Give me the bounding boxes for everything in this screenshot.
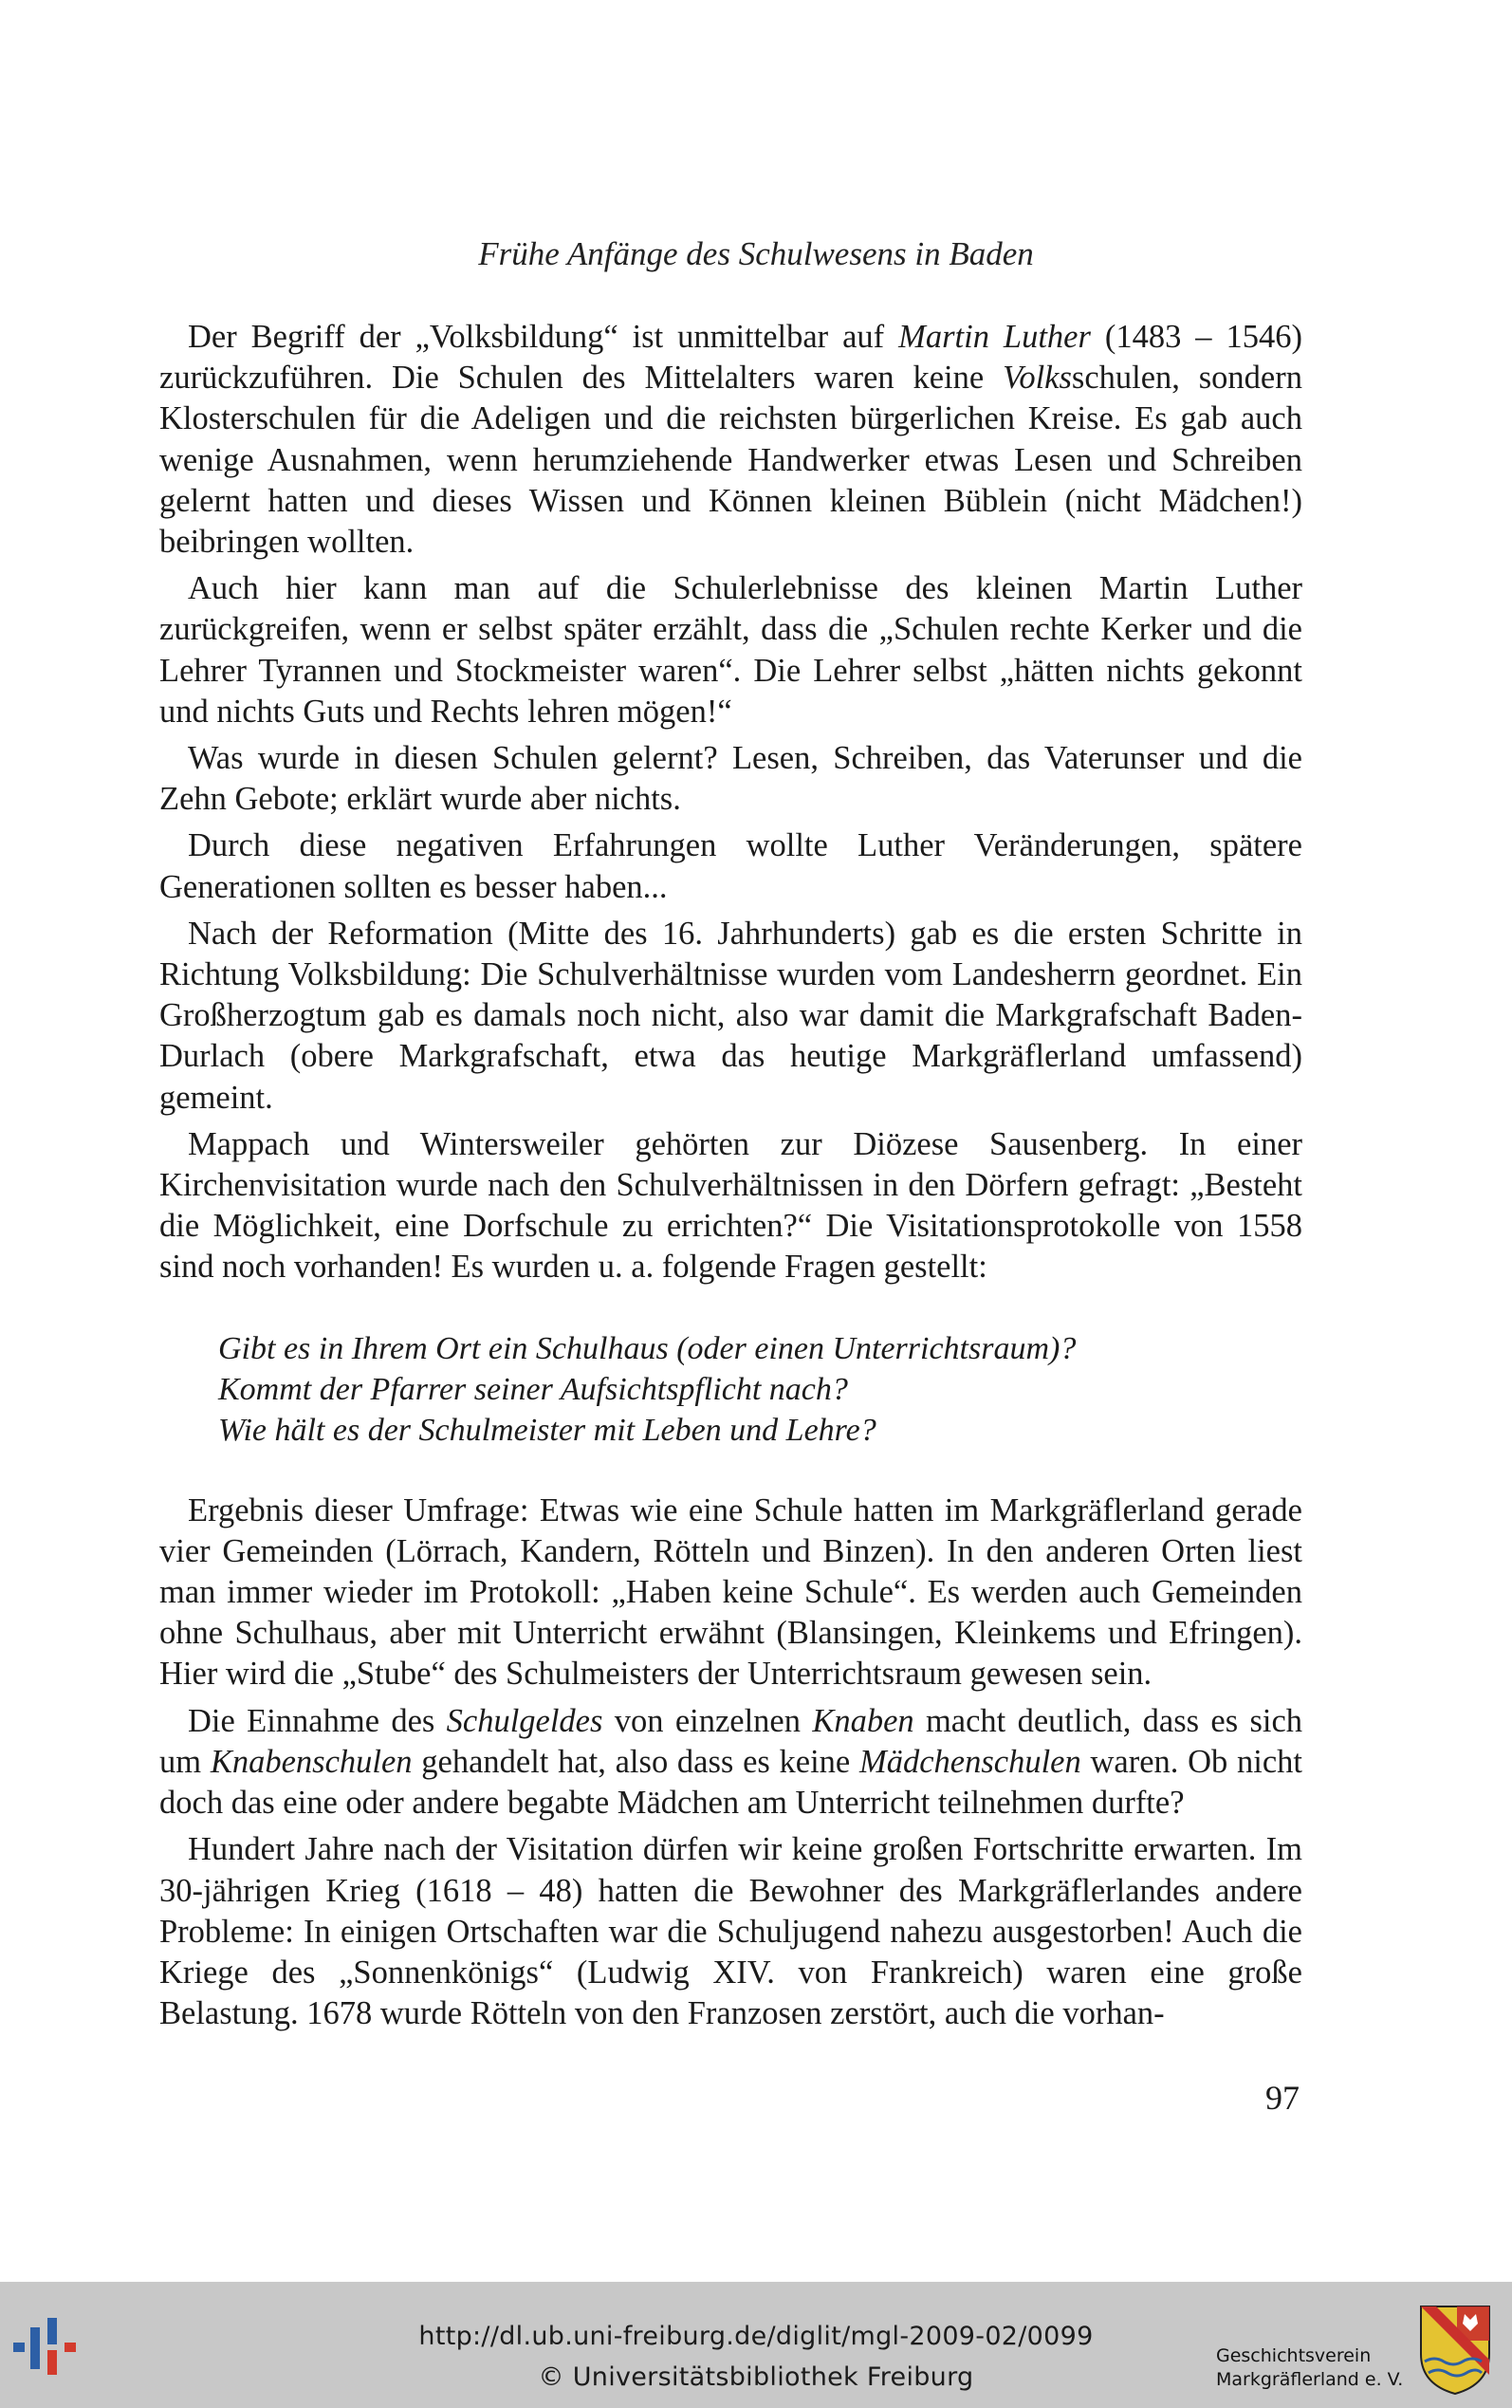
emphasis: Knabenschulen: [210, 1743, 413, 1780]
paragraph: [159, 568, 1302, 732]
paragraph: [159, 1491, 1302, 1695]
paragraph: [159, 914, 1302, 1119]
text-run: schulen, sondern Klosterschulen für die Adeligen und die reichsten bürgerlichen Kreise. Es gab auch wenige Ausnahmen, wenn herumziehende Handwerker etwas Lesen und Schreiben gelernt hatten und dieses Wissen und Können kleinen Büblein (nicht Mädchen!) beibringen wollten.: [159, 360, 1302, 561]
paragraphs-before: [159, 317, 1302, 1288]
text-run: Mappach und Wintersweiler gehörten zur Diözese Sausenberg. In einer Kirchenvisitation wurde nach den Schulverhältnissen in den Dörfern gefragt: „Besteht die Möglichkeit, eine Dorfschule zu errichten?“ Die Visitationsprotokolle von 1558 sind noch vorhanden! Es wurden u. a. folgende Fragen gestellt:: [159, 1125, 1302, 1286]
paragraph: [159, 825, 1302, 907]
page-number: 97: [1265, 2079, 1300, 2117]
coat-of-arms-icon: [1419, 2305, 1491, 2396]
text-run: waren. Ob nicht doch das eine oder andere begabte Mädchen am Unterricht teilnehmen durfte?: [159, 1743, 1302, 1822]
source-url-link[interactable]: http://dl.ub.uni-freiburg.de/diglit/mgl-2009-02/0099: [418, 2322, 1094, 2351]
paragraph: [159, 1701, 1302, 1825]
paragraph: [159, 738, 1302, 820]
question-line: Gibt es in Ihrem Ort ein Schulhaus (oder einen Unterrichtsraum)?: [218, 1330, 1077, 1366]
paragraphs-after: [159, 1491, 1302, 2035]
text-run: Auch hier kann man auf die Schulerlebnisse des kleinen Martin Luther zurückgreifen, wenn er selbst später erzählt, dass die „Schulen rechte Kerker und die Lehrer Tyrannen und Stockmeister waren“. Die Lehrer selbst „hätten nichts gekonnt und nichts Guts und Rechts lehren mögen!“: [159, 570, 1302, 730]
emphasis: Martin Luther: [898, 319, 1091, 355]
text-run: Durch diese negativen Erfahrungen wollte Luther Veränderungen, spätere Generationen sollten es besser haben...: [159, 827, 1302, 905]
copyright-notice: © Universitätsbibliothek Freiburg: [538, 2362, 974, 2392]
text-run: Die Einnahme des: [188, 1702, 447, 1739]
emphasis: Schulgeldes: [446, 1702, 603, 1739]
text-run: Nach der Reformation (Mitte des 16. Jahrhunderts) gab es die ersten Schritte in Richtung Volksbildung: Die Schulverhältnisse wurden vom Landesherrn geordnet. Ein Großherzogtum gab es damals noch nicht, also war damit die Markgrafschaft Baden-Durlach (obere Markgrafschaft, etwa das heutige Markgräflerland umfassend) gemeint.: [159, 915, 1302, 1116]
emphasis: Knaben: [812, 1702, 914, 1739]
body-text: [159, 317, 1302, 2040]
emphasis: Volks: [1003, 360, 1072, 397]
emphasis: Mädchenschulen: [858, 1743, 1081, 1780]
text-run: macht deutlich, dass es sich um: [159, 1702, 1303, 1780]
paragraph: [159, 317, 1302, 563]
text-run: Der Begriff der „Volksbildung“ ist unmittelbar auf: [188, 319, 899, 355]
paragraph: [159, 1124, 1302, 1288]
text-run: Was wurde in diesen Schulen gelernt? Lesen, Schreiben, das Vaterunser und die Zehn Gebote; erklärt wurde aber nichts.: [159, 740, 1302, 818]
paragraph: [159, 1829, 1302, 2034]
society-line-1: Geschichtsverein: [1216, 2345, 1372, 2366]
text-run: gehandelt hat, also dass es keine: [412, 1743, 859, 1780]
question-line: Wie hält es der Schulmeister mit Leben und Lehre?: [218, 1412, 876, 1448]
society-name: [1216, 2344, 1403, 2392]
footer-bar: [0, 2282, 1512, 2408]
text-run: Ergebnis dieser Umfrage: Etwas wie eine Schule hatten im Markgräflerland gerade vier Gemeinden (Lörrach, Kandern, Rötteln und Binzen). In den anderen Orten liest man immer wieder im Protokoll: „Haben keine Schule“. Es werden auch Gemeinden ohne Schulhaus, aber mit Unterricht erwähnt (Blansingen, Kleinkems und Efringen). Hier wird die „Stube“ des Schulmeisters der Unterrichtsraum gewesen sein.: [159, 1491, 1302, 1693]
visitation-questions: [218, 1328, 1302, 1451]
question-line: Kommt der Pfarrer seiner Aufsichtspflicht nach?: [218, 1371, 848, 1407]
text-run: von einzelnen: [602, 1702, 813, 1739]
text-run: (1483 – 1546) zurückzuführen. Die Schulen des Mittelalters waren keine: [159, 319, 1302, 397]
running-head: Frühe Anfänge des Schulwesens in Baden: [478, 235, 1034, 272]
society-line-2: Markgräflerland e. V.: [1216, 2369, 1404, 2390]
text-run: Hundert Jahre nach der Visitation dürfen wir keine großen Fortschritte erwarten. Im 30-jährigen Krieg (1618 – 48) hatten die Bewohner des Markgräflerlandes andere Probleme: In einigen Ortschaften war die Schuljugend nahezu ausgestorben! Auch die Kriege des „Sonnenkönigs“ (Ludwig XIV. von Frankreich) waren eine große Belastung. 1678 wurde Rötteln von den Franzosen zerstört, auch die vorhan-: [159, 1831, 1302, 2032]
